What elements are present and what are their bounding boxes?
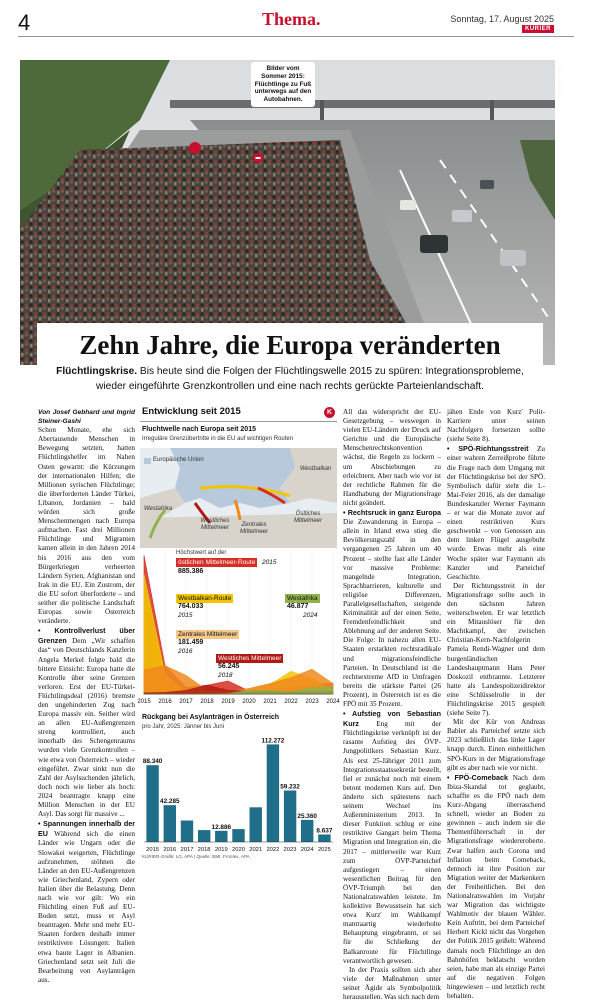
bar xyxy=(164,805,176,842)
asylum-bar-chart xyxy=(140,734,337,854)
bar xyxy=(301,820,313,842)
paragraph: In der Praxis sollten sich aber viele der Maßnahmen unter seiner Ägide als Symbolpolitik herausstellen. Was sich nach dem xyxy=(343,965,441,1001)
lead-text: Bis heute sind die Folgen der Flüchtlingswelle 2015 zu spüren: Integrationsprobleme, wieder eingeführte Grenzkontrollen und eine nach rechts gerückte Parteienlandschaft. xyxy=(96,366,524,392)
westafrika-year: 2024 xyxy=(303,612,318,619)
bar-value-label: 112.272 xyxy=(261,737,285,745)
west-med-tag: Westliches Mittelmeer xyxy=(218,655,282,662)
x-tick-label: 2022 xyxy=(266,847,280,853)
subheading: • Aufstieg von Sebastian Kurz xyxy=(343,709,441,729)
paragraph: All das widerspricht der EU-Gesetzgebung – weswegen in vielen EU-Ländern der Druck auf Gerichte und die Europäische Menschenrechtskonvention wächst, die Regeln zu lockern – um Abschiebungen zu erleichtern. Aber nach wie vor ist der rechtliche Rahmen für die Handhabung der Migrationsfrage nicht geändert. xyxy=(343,408,441,507)
route-label-central-med: Zentrales Mittelmeer xyxy=(239,522,268,535)
subheading: • Rechtsruck in ganz Europa xyxy=(343,508,441,518)
central-med-tag: Zentrales Mittelmeer xyxy=(178,631,238,638)
x-tick-label: 2021 xyxy=(263,699,277,705)
paragraph: Dem „Wir schaffen das“ von Deutschlands Kanzlerin Angela Merkel folgte bald die bittere Einsicht: Europa hatte die Kontrolle über seine Grenzen verloren. Erst der EU-Türkei-Flüchtlingsdeal (2016) bremste den ungehinderten Zug nach Europa massiv ein. Seither wird an allen EU-Außengrenzen streng kontrolliert, auch innerhalb des Schengenraums wurden viele Grenzkontrollen – wie etwa von Österreich – wieder eingeführt. Zwar sinkt nun die Zahl der Asylsuchenden jährlich, doch noch wie lieber als hoch: 2024 beantragte knapp eine Million Menschen in der EU Asyl. Das sorgt für massive ... xyxy=(38,637,135,819)
article-headline: Zehn Jahre, die Europa veränderten xyxy=(79,330,501,360)
section-title: Thema. xyxy=(262,9,321,29)
bar xyxy=(250,807,262,842)
bar xyxy=(146,765,158,842)
graphic-title: Entwicklung seit 2015 xyxy=(142,406,241,417)
paragraph: Der Richtungsstreit in der Migrationsfrage sollte auch in den nächsten Jahren weiterschwelen. Er war letztlich ein Mitauslöser für den Machtkampf, der zwischen Christian-Kern-Nachfolgerin Pamela Rendi-Wagner und dem burgenländischen Landeshauptmann Hans Peter Doskozil entbrannte. Letzterer hatte als Landespolizeidirektor eine Schlüsselrolle in der Flüchtlingskrise 2015 gespielt (siehe Seite 7). xyxy=(447,581,545,718)
x-tick-label: 2023 xyxy=(283,847,297,853)
central-med-year: 2016 xyxy=(178,648,193,655)
subheading: • Kontrollverlust über Grenzen xyxy=(38,626,135,646)
bar-value-label: 12.886 xyxy=(211,823,232,831)
peak-route-tag: östlichen Mittelmeer-Route xyxy=(178,559,256,566)
x-tick-label: 2019 xyxy=(214,847,228,853)
subheading: • FPÖ-Comeback xyxy=(447,772,508,782)
graphic-source: KURIER-Grafik: LG, APA | Quelle: BMI, Frontex, APA xyxy=(142,854,250,859)
bar-value-label: 59.232 xyxy=(280,783,300,791)
westafrika-value: 46.877 xyxy=(287,603,309,610)
graphic-divider xyxy=(140,421,337,422)
eu-legend-swatch xyxy=(144,458,151,464)
issue-date: Sonntag, 17. August 2025 xyxy=(450,14,554,24)
article-column-1 xyxy=(38,408,135,985)
westbalkan-value: 764.033 xyxy=(178,603,204,610)
bar xyxy=(181,821,193,843)
x-tick-label: 2017 xyxy=(179,699,193,705)
westbalkan-year: 2015 xyxy=(178,612,193,619)
x-tick-label: 2020 xyxy=(232,847,245,853)
kurier-badge: K xyxy=(324,407,335,418)
paragraph: Nach dem Ibiza-Skandal tot geglaubt, schaffte es die FPÖ nach dem Kurz-Abgang überraschend schnell, wieder an Boden zu gewinnen – auch indem sie die Themenführerschaft in der Migrationsfrage wiedereroberte. Zwar halfen auch Corona und Inflation beim Comeback, dennoch ist ihre Position zur Migration weiter der Markenkern der Freiheitlichen. Bei den Nationalratswahlen im Vorjahr war Migration das wichtigste Wahlmotiv der blauen Wähler. Kein Auftritt, bei dem Parteichef Herbert Kickl nicht das Vorgehen der Politik 2015 geißelt: Während damals noch Flüchtlinge an den Bahnhöfen beklatscht worden seien, habe man als einzige Partei auf die negativen Folgen hingewiesen – und letztlich recht behalten. xyxy=(447,773,545,1000)
westafrika-tag: Westafrika xyxy=(287,595,318,602)
x-tick-label: 2018 xyxy=(200,699,214,705)
byline: Von Josef Gebhard und Ingrid Steiner-Gashi xyxy=(38,409,135,426)
article-lead xyxy=(48,365,532,395)
eu-legend-label: Europäische Union xyxy=(153,457,204,463)
bar xyxy=(284,791,296,843)
route-label-east-med: Östliches Mittelmeer xyxy=(293,511,322,524)
central-med-value: 181.459 xyxy=(178,639,204,646)
x-tick-label: 2018 xyxy=(197,847,211,853)
paragraph: jähen Ende von Kurz' Polit-Karriere unter seinen Nachfolgern fortsetzen sollte (siehe Seite 8). xyxy=(447,408,545,444)
paragraph: Während sich die einen Länder wie Ungarn oder die Slowakei weigerten, Flüchtlinge aufzunehmen, stöhnen die Länder an den EU-Außengrenzen wie Griechenland, Zypern oder Italien über die Belastung. Denn nach wie vor gilt: Wo ein Flüchtling einen Fuß auf EU-Boden setzt, muss er Asyl beantragen. Mehr und mehr EU-Staaten fordern deshalb immer restriktivere Lösungen: Italien etwa baute Lager in Albanien. Griechenland setzt seit Juli die Bearbeitung von Asylanträgen aus. xyxy=(38,830,135,984)
x-tick-label: 2015 xyxy=(146,847,160,853)
route-label-westbalkan: Westbalkan xyxy=(300,466,332,472)
peak-value: 885.386 xyxy=(178,568,204,575)
bar xyxy=(267,744,279,842)
x-tick-label: 2022 xyxy=(284,699,298,705)
bar-value-label: 25.360 xyxy=(297,812,317,820)
x-tick-label: 2020 xyxy=(242,699,256,705)
subheading: • SPÖ-Richtungsstreit xyxy=(447,444,529,454)
bar xyxy=(232,829,244,842)
x-tick-label: 2024 xyxy=(300,847,314,853)
bar xyxy=(198,830,210,842)
bar-value-label: 42.285 xyxy=(160,798,180,806)
west-med-year: 2018 xyxy=(218,672,233,679)
x-tick-label: 2021 xyxy=(249,847,263,853)
x-tick-label: 2015 xyxy=(137,699,151,705)
header-divider xyxy=(18,36,574,37)
map-description: Irreguläre Grenzübertritte in die EU auf wichtigen Routen xyxy=(142,436,294,442)
bar xyxy=(318,835,330,843)
lead-kicker: Flüchtlingskrise. xyxy=(56,366,138,377)
paragraph: Schon Monate, ehe sich Abertausende Menschen in Bewegung setzten, hatten Flüchtlingshelfer im Nahen Osten gewarnt: die Kürzungen der internationalen Hilfen; die Millionen syrischen Flüchtlinge; die überforderten Länder Türkei, Libanon, Jordanien – bald würden sich große Menschenmengen nach Europa aufmachen. Fast drei Millionen Flüchtlinge und Migranten kamen allein in den Jahren 2014 bis 2016 aus den vom Bürgerkriegen verheerten Ländern Syrien, Afghanistan und Irak in die EU. Ein Zustrom, der die EU sofort überforderte – und seither die politische Landschaft Europas sowie Österreich veränderte. xyxy=(38,426,135,626)
infographic xyxy=(137,406,340,862)
bar-value-label: 88.340 xyxy=(142,758,163,766)
bar-value-label: 8.637 xyxy=(316,827,333,835)
paragraph: Eng mit der Flüchtlingskrise verknüpft ist der rasante Aufstieg des ÖVP-Jungpolitikers Sebastian Kurz. Als erst 25-Jähriger 2011 zum Integrationsstaatssekretär bestellt, fiel er zunächst noch mit einem betont modernen Kurs auf. Den änderte sich spätestens nach seinem Wechsel ins Außenministerium 2013. In dieser Funktion schlug er eine restriktive Gangart beim Thema Migration und Integration ein, die 2017 – mittlerweile war Kurz zum ÖVP-Parteichef aufgestiegen – einen wesentlichen Beitrag für den ÖVP-Triumph bei den Nationalratswahlen leistete. Im kollektive Bewusstsein hat sich etwa Kurz' im Wahlkampf mantraartig wiederholte Behauptung eingebrannt, er sei für die Schließung der Balkanroute für Flüchtlinge verantwortlich gewesen. xyxy=(343,720,441,965)
photo-caption: Bilder vom Sommer 2015: Flüchtlinge zu Fuß unterwegs auf den Autobahnen. xyxy=(251,62,315,107)
article-column-4 xyxy=(447,408,545,1001)
page-number: 4 xyxy=(18,10,31,35)
peak-label: Höchstwert auf der xyxy=(176,550,227,556)
kurier-logo: KURIER xyxy=(522,25,554,33)
subheading: • Spannungen innerhalb der EU xyxy=(38,819,135,839)
route-label-west-med: Westliches Mittelmeer xyxy=(200,518,230,531)
paragraph: Mit der Kür von Andreas Babler als Parteichef setzte sich 2023 schließlich das linke Lager knapp durch. Einen einheitlichen SPÖ-Kurs in der Migrationsfrage gibt es aber nach wie vor nicht. xyxy=(447,718,545,772)
paragraph: Zu einer wahren Zerreißprobe führte die Frage nach dem Umgang mit der Flüchtlingskrise bei der SPÖ. Symbolisch dafür steht die 1.-Mai-Feier 2016, als der damalige Bundeskanzler Werner Faymann – er war die Monate zuvor auf einen restriktiven Kurs geschwenkt – von Genossen aus dem linken Flügel ausgebuht wurde. Etwas mehr als eine Woche später war Faymann als Kanzler und Parteichef Geschichte. xyxy=(447,445,545,581)
x-tick-label: 2016 xyxy=(163,847,177,853)
article-column-3 xyxy=(343,408,441,1002)
x-tick-label: 2017 xyxy=(180,847,194,853)
route-label-westafrika: Westafrika xyxy=(144,506,173,512)
x-tick-label: 2025 xyxy=(317,847,331,853)
x-tick-label: 2019 xyxy=(221,699,235,705)
peak-year: 2015 xyxy=(262,559,277,566)
westbalkan-tag: Westbalkan-Route xyxy=(178,595,232,602)
x-tick-label: 2024 xyxy=(326,699,340,705)
west-med-value: 56.245 xyxy=(218,663,240,670)
photo-credit: FOTO: KURIER xyxy=(557,66,562,95)
x-tick-label: 2016 xyxy=(158,699,172,705)
paragraph: Die Zuwanderung in Europa – allein in Irland etwa stieg die Bevölkerungszahl in den vergangenen 25 Jahren um 40 Prozent – stellte fast alle Länder vor massive Probleme: mangelnde Integration, Sprachbarrieren, kulturelle und religiöse Differenzen, Parallelgesellschaften, steigende Kriminalität auf der einen Seite, Fremdenfeindlichkeit und Ablehnung auf der anderen Seite. Die Folge: In nahezu allen EU-Staaten erstarkten rechtsradikale und migrationsfeindliche Parteien. In Deutschland ist die rechtsextreme AfD in Umfragen bereits die stärkste Partei (26 Prozent), in Österreich ist es die FPÖ mit 35 Prozent. xyxy=(343,518,441,708)
bar-chart-title: Rückgang bei Asylanträgen in Österreich xyxy=(142,714,280,721)
x-tick-label: 2023 xyxy=(305,699,319,705)
route-area-chart xyxy=(137,549,340,706)
map-subtitle: Fluchtwelle nach Europa seit 2015 xyxy=(142,426,256,433)
bar-chart-subtitle: pro Jahr, 2025: Jänner bis Juni xyxy=(142,724,225,730)
bar xyxy=(215,831,227,842)
